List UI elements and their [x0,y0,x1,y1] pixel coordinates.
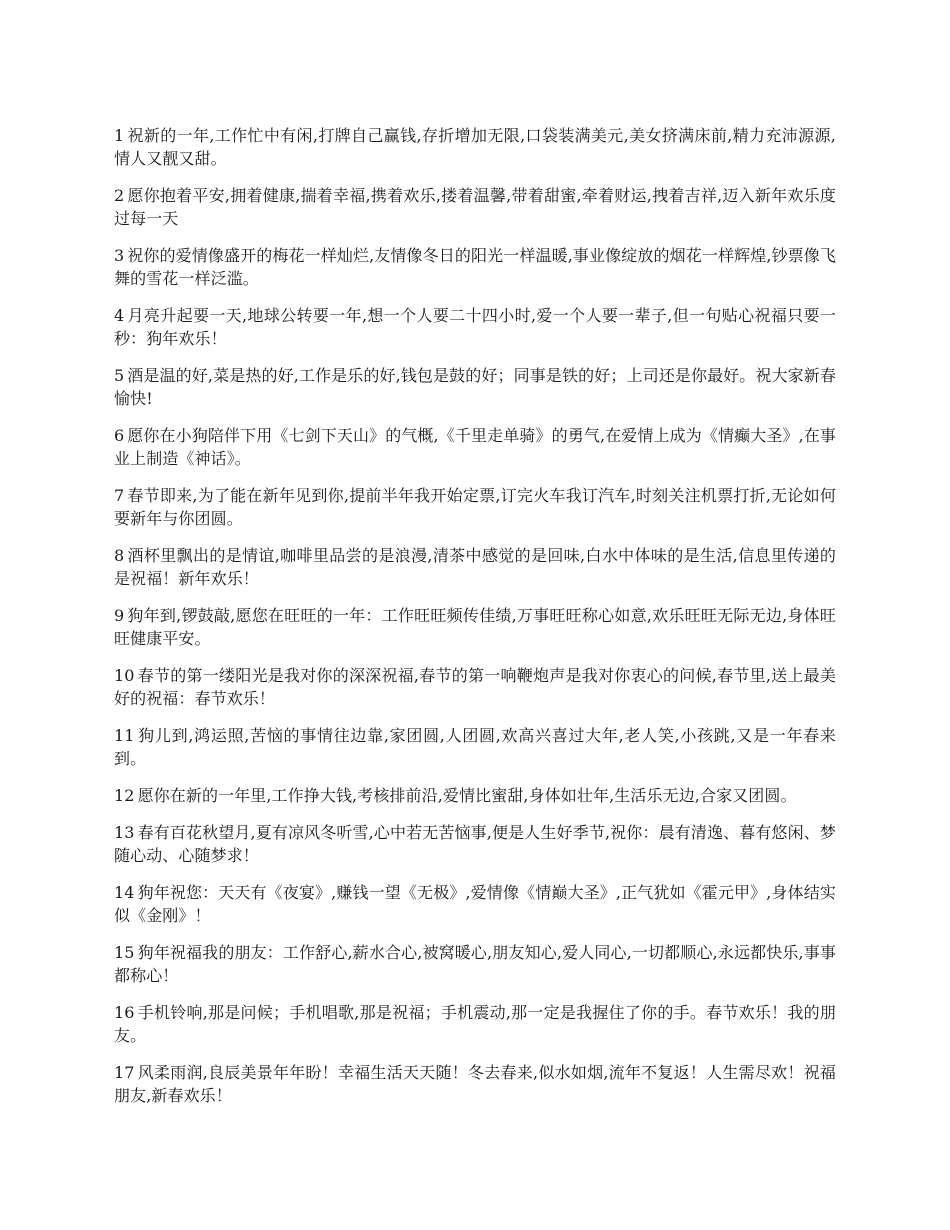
paragraph-text: 酒是温的好,菜是热的好,工作是乐的好,钱包是鼓的好；同事是铁的好；上司还是你最好。祝大家新春愉快! [114,366,836,408]
paragraph-number: 13 [114,823,135,842]
paragraph-number: 5 [114,366,125,385]
paragraph-number: 14 [114,883,135,902]
paragraph-text: 酒杯里飘出的是情谊,咖啡里品尝的是浪漫,清茶中感觉的是回味,白水中体味的是生活,信息里传递的是祝福！新年欢乐！ [114,546,836,588]
paragraph [114,604,836,650]
paragraph [114,124,836,170]
paragraph-text: 愿你抱着平安,拥着健康,揣着幸福,携着欢乐,搂着温馨,带着甜蜜,牵着财运,拽着吉祥,迈入新年欢乐度过每一天 [114,186,836,228]
paragraph-text: 狗年祝您：天天有《夜宴》,赚钱一望《无极》,爱情像《情巅大圣》,正气犹如《霍元甲》,身体结实似《金刚》！ [114,883,836,925]
paragraph-text: 狗年祝福我的朋友：工作舒心,薪水合心,被窝暖心,朋友知心,爱人同心,一切都顺心,永远都快乐,事事都称心！ [114,943,836,985]
paragraph-text: 愿你在新的一年里,工作挣大钱,考核排前沿,爱情比蜜甜,身体如壮年,生活乐无边,合家又团圆。 [137,786,797,805]
paragraph-number: 4 [114,306,125,325]
paragraph [114,784,836,807]
paragraph-number: 9 [114,606,125,625]
paragraph [114,364,836,410]
paragraph-text: 春有百花秋望月,夏有凉风冬听雪,心中若无苦恼事,便是人生好季节,祝你：晨有清逸、暮有悠闲、梦随心动、心随梦求！ [114,823,836,865]
paragraph-number: 16 [114,1003,135,1022]
paragraph [114,424,836,470]
paragraph-text: 狗儿到,鸿运照,苦恼的事情往边靠,家团圆,人团圆,欢高兴喜过大年,老人笑,小孩跳,又是一年春来到。 [114,726,836,768]
paragraph-text: 月亮升起要一天,地球公转要一年,想一个人要二十四小时,爱一个人要一辈子,但一句贴心祝福只要一秒：狗年欢乐！ [114,306,836,348]
paragraph [114,664,836,710]
paragraph-text: 春节即来,为了能在新年见到你,提前半年我开始定票,订完火车我订汽车,时刻关注机票打折,无论如何要新年与你团圆。 [114,486,836,528]
paragraph-text: 祝你的爱情像盛开的梅花一样灿烂,友情像冬日的阳光一样温暖,事业像绽放的烟花一样辉煌,钞票像飞舞的雪花一样泛滥。 [114,246,836,288]
paragraph-text: 祝新的一年,工作忙中有闲,打牌自己赢钱,存折增加无限,口袋装满美元,美女挤满床前,精力充沛源源,情人又靓又甜。 [114,126,836,168]
paragraph [114,304,836,350]
paragraph-text: 愿你在小狗陪伴下用《七剑下天山》的气概,《千里走单骑》的勇气,在爱情上成为《情癫大圣》,在事业上制造《神话》。 [114,426,836,468]
paragraph-number: 15 [114,943,135,962]
paragraph-number: 17 [114,1063,135,1082]
paragraph-text: 手机铃响,那是问候；手机唱歌,那是祝福；手机震动,那一定是我握住了你的手。春节欢乐！我的朋友。 [114,1003,836,1045]
paragraph-text: 风柔雨润,良辰美景年年盼！幸福生活天天随！冬去春来,似水如烟,流年不复返！人生需尽欢！祝福朋友,新春欢乐！ [114,1063,836,1105]
paragraph [114,1061,836,1107]
paragraph [114,724,836,770]
paragraph-number: 3 [114,246,125,265]
paragraph [114,184,836,230]
paragraph [114,821,836,867]
paragraph-number: 12 [114,786,135,805]
paragraph-text: 春节的第一缕阳光是我对你的深深祝福,春节的第一响鞭炮声是我对你衷心的问候,春节里,送上最美好的祝福：春节欢乐！ [114,666,836,708]
paragraph [114,1001,836,1047]
paragraph [114,484,836,530]
paragraph [114,941,836,987]
paragraph-number: 1 [114,126,125,145]
paragraph-number: 10 [114,666,135,685]
paragraph-number: 7 [114,486,125,505]
paragraph-number: 8 [114,546,125,565]
paragraph [114,544,836,590]
paragraph-number: 6 [114,426,125,445]
paragraph [114,244,836,290]
document-body [114,124,836,1121]
paragraph [114,881,836,927]
paragraph-number: 2 [114,186,125,205]
paragraph-text: 狗年到,锣鼓敲,愿您在旺旺的一年：工作旺旺频传佳绩,万事旺旺称心如意,欢乐旺旺无际无边,身体旺旺健康平安。 [114,606,836,648]
paragraph-number: 11 [114,726,135,745]
